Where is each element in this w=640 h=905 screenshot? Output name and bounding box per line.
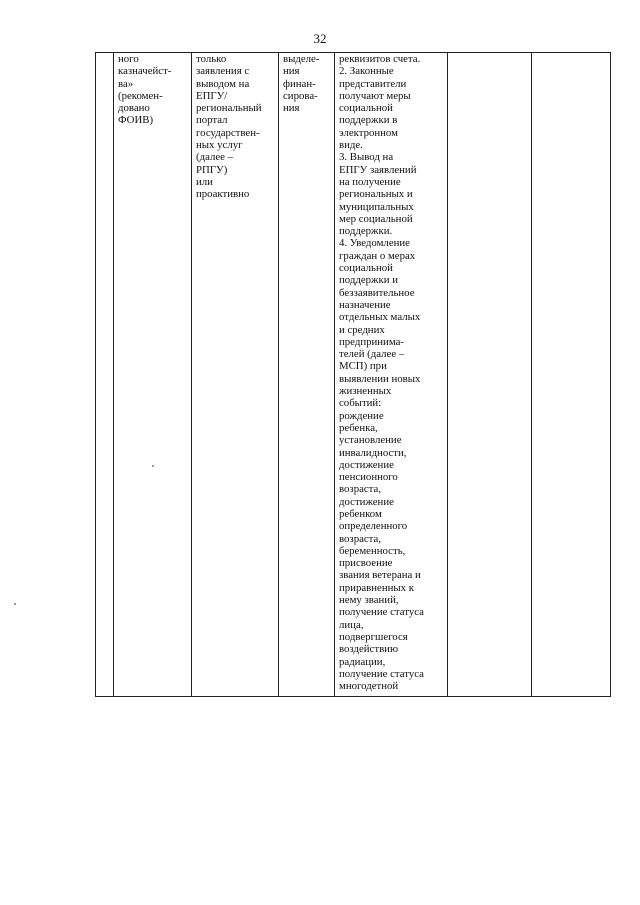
table-row xyxy=(96,53,611,697)
cell-text-line: (рекомен- xyxy=(118,89,163,102)
scan-speck xyxy=(14,603,16,605)
scan-speck xyxy=(152,465,154,467)
cell-text-line: ребенка, xyxy=(339,421,378,434)
cell-text-line: выделе- xyxy=(283,53,320,65)
cell-text-line: портал xyxy=(196,114,228,127)
cell-text-line: 4. Уведомление xyxy=(339,237,410,250)
cell-text-line: мер социальной xyxy=(339,212,413,225)
cell-text-line: возраста, xyxy=(339,532,382,545)
cell-text-line: получение статуса xyxy=(339,606,424,619)
cell-text-line: поддержки в xyxy=(339,114,398,127)
table-cell-col2 xyxy=(114,53,192,697)
cell-text-line: событий: xyxy=(339,397,382,410)
cell-text-line: подвергшегося xyxy=(339,630,408,643)
page-number: 32 xyxy=(313,31,327,46)
cell-text-line: поддержки и xyxy=(339,274,399,287)
cell-text-line: пенсионного xyxy=(339,471,398,484)
cell-text-line: присвоение xyxy=(339,557,393,570)
cell-text-line: назначение xyxy=(339,298,391,311)
cell-text-line: РПГУ) xyxy=(196,163,228,176)
cell-text-line: или xyxy=(196,175,213,188)
cell-text-line: звания ветерана и xyxy=(339,569,421,582)
cell-text-line: получение статуса xyxy=(339,667,424,680)
table-cell-col6 xyxy=(448,53,532,697)
cell-text-line: виде. xyxy=(339,139,363,152)
cell-text-line: электронном xyxy=(339,126,398,139)
cell-text-line: выводом на xyxy=(196,77,250,90)
cell-text-line: ного xyxy=(118,53,139,65)
cell-text-line: региональный xyxy=(196,102,262,115)
cell-text-line: финан- xyxy=(283,77,316,90)
cell-text-line: лица, xyxy=(339,618,364,631)
cell-text-line: социальной xyxy=(339,262,393,275)
cell-text-line: определенного xyxy=(339,520,408,533)
cell-text-line: достижение xyxy=(339,458,394,471)
document-table xyxy=(95,52,611,697)
cell-text-line: социальной xyxy=(339,102,393,115)
cell-text-line: проактивно xyxy=(196,188,250,201)
cell-text-line: сирова- xyxy=(283,89,318,102)
cell-text-line: воздействию xyxy=(339,643,399,656)
cell-text-line: телей (далее – xyxy=(339,348,405,361)
cell-text-line: ФОИВ) xyxy=(118,114,154,127)
cell-text-line: многодетной xyxy=(339,680,399,693)
cell-text-line: ЕПГУ/ xyxy=(196,89,228,102)
cell-text-line: региональных и xyxy=(339,188,413,201)
cell-text-line: ния xyxy=(283,102,300,115)
cell-text-line: ва» xyxy=(118,77,134,90)
cell-text-line: установление xyxy=(339,434,402,447)
cell-text-line: казначейст- xyxy=(118,65,172,78)
cell-text-line: представители xyxy=(339,77,407,90)
cell-text-line: поддержки. xyxy=(339,225,393,238)
cell-text-line: беззаявительное xyxy=(339,286,415,299)
cell-text-line: 2. Законные xyxy=(339,65,394,78)
cell-text-line: инвалидности, xyxy=(339,446,407,459)
table-cell-col7 xyxy=(532,53,611,697)
cell-text-line: граждан о мерах xyxy=(339,249,416,262)
cell-text-line: беременность, xyxy=(339,544,406,557)
cell-text-line: ЕПГУ заявлений xyxy=(339,163,417,176)
cell-text-line: радиации, xyxy=(339,655,386,668)
table-cell-col3 xyxy=(192,53,279,697)
cell-text-line: выявлении новых xyxy=(339,372,421,385)
cell-text-line: заявления с xyxy=(196,65,250,78)
table-cell-col4 xyxy=(279,53,335,697)
cell-text-line: МСП) при xyxy=(339,360,387,373)
cell-text-line: нему званий, xyxy=(339,594,399,607)
cell-text-line: ния xyxy=(283,65,300,78)
cell-text-line: жизненных xyxy=(339,385,392,398)
cell-text-line: ребенком xyxy=(339,507,382,520)
cell-text-line: (далее – xyxy=(196,151,234,164)
cell-text-line: довано xyxy=(118,102,150,115)
table-cell-col5 xyxy=(335,53,448,697)
cell-text-line: получают меры xyxy=(339,89,411,102)
cell-text-line: 3. Вывод на xyxy=(339,151,394,164)
table-cell-col1 xyxy=(96,53,114,697)
cell-text-line: предпринима- xyxy=(339,335,404,348)
cell-text-line: приравненных к xyxy=(339,581,414,594)
cell-text-line: возраста, xyxy=(339,483,382,496)
cell-text-line: муниципальных xyxy=(339,200,414,213)
cell-text-line: достижение xyxy=(339,495,394,508)
cell-text-line: на получение xyxy=(339,175,401,188)
cell-text-line: только xyxy=(196,53,227,65)
cell-text-line: реквизитов счета. xyxy=(339,53,421,65)
cell-text-line: и средних xyxy=(339,323,385,336)
cell-text-line: ных услуг xyxy=(196,139,243,152)
cell-text-line: рождение xyxy=(339,409,384,422)
cell-text-line: государствен- xyxy=(196,126,260,139)
cell-text-line: отдельных малых xyxy=(339,311,421,324)
